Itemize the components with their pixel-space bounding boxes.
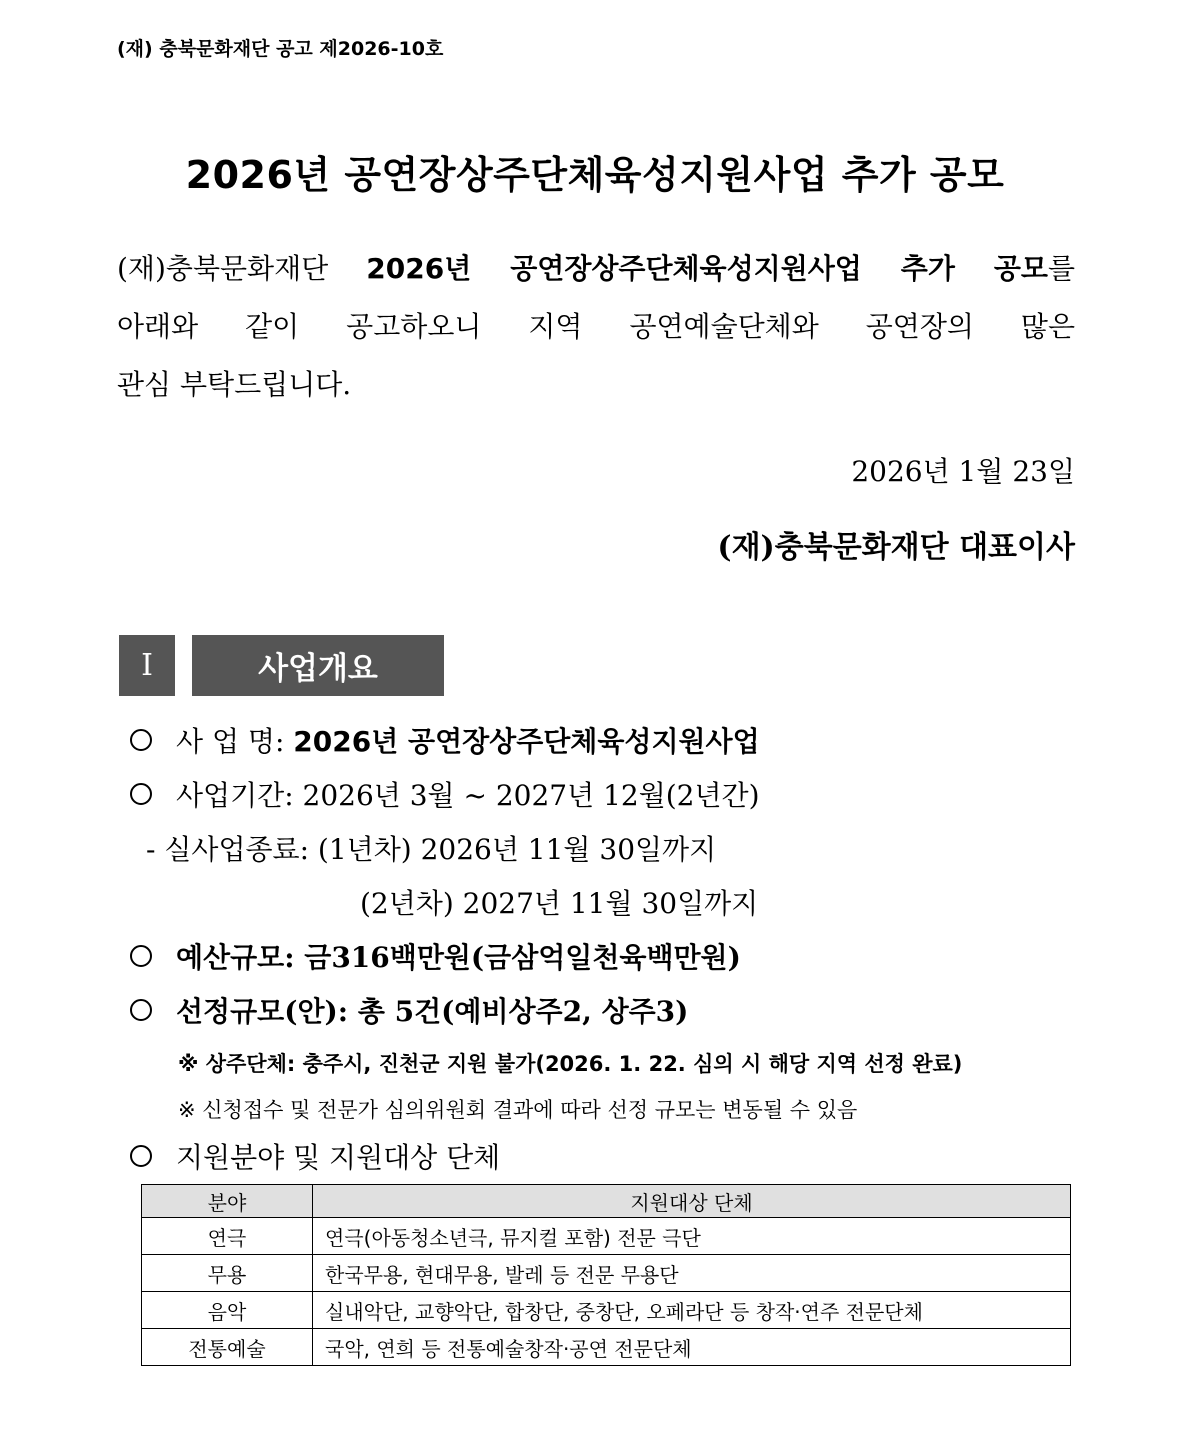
actual-end-1: - 실사업종료: (1년차) 2026년 11월 30일까지: [146, 833, 717, 866]
signature: (재)충북문화재단 대표이사: [717, 530, 1075, 565]
notice-number: (재) 충북문화재단 공고 제2026-10호: [117, 38, 444, 60]
item-budget: [130, 936, 741, 976]
period-text: 사업기간: 2026년 3월 ~ 2027년 12월(2년간): [176, 779, 760, 812]
circle-bullet-icon: [130, 1145, 152, 1167]
intro-line-2: 아래와 같이 공고하오니 지역 공연예술단체와 공연장의 많은: [117, 310, 1075, 343]
intro-line-1-bold: 2026년 공연장상주단체육성지원사업 추가 공모: [366, 252, 1048, 285]
table-cell-field: 연극: [142, 1218, 313, 1255]
fields-heading-text: 지원분야 및 지원대상 단체: [176, 1141, 501, 1174]
selection-text: 선정규모(안): 총 5건(예비상주2, 상주3): [176, 995, 689, 1028]
table-header-target: 지원대상 단체: [313, 1185, 1071, 1218]
note-resident-group: ※ 상주단체: 충주시, 진천군 지원 불가(2026. 1. 22. 심의 시 해당 지역 선정 완료): [178, 1052, 963, 1076]
project-name-value: 2026년 공연장상주단체육성지원사업: [293, 725, 760, 758]
table-row: [142, 1329, 1071, 1366]
intro-paragraph: [117, 244, 1075, 418]
item-period: [130, 774, 760, 814]
support-fields-table: [141, 1184, 1071, 1366]
intro-line-1-prefix: (재)충북문화재단: [117, 252, 367, 285]
item-selection: [130, 990, 688, 1030]
note-selection-change: ※ 신청접수 및 전문가 심의위원회 결과에 따라 선정 규모는 변동될 수 있음: [178, 1098, 858, 1122]
table-cell-target: 연극(아동청소년극, 뮤지컬 포함) 전문 극단: [313, 1218, 1071, 1255]
table-cell-field: 무용: [142, 1255, 313, 1292]
table-cell-target: 국악, 연희 등 전통예술창작·공연 전문단체: [313, 1329, 1071, 1366]
table-row: [142, 1255, 1071, 1292]
intro-line-1: [117, 244, 1075, 302]
section-number: Ⅰ: [119, 635, 175, 696]
circle-bullet-icon: [130, 945, 152, 967]
announcement-date: 2026년 1월 23일: [851, 455, 1075, 488]
table-cell-field: 음악: [142, 1292, 313, 1329]
budget-text: 예산규모: 금316백만원(금삼억일천육백만원): [176, 941, 741, 974]
item-project-name: [130, 720, 760, 760]
table-cell-target: 실내악단, 교향악단, 합창단, 중창단, 오페라단 등 창작·연주 전문단체: [313, 1292, 1071, 1329]
table-row: [142, 1292, 1071, 1329]
item-fields-heading: [130, 1136, 500, 1176]
section-title: 사업개요: [192, 635, 444, 696]
circle-bullet-icon: [130, 783, 152, 805]
intro-line-3: 관심 부탁드립니다.: [117, 368, 352, 401]
table-cell-field: 전통예술: [142, 1329, 313, 1366]
intro-line-1-suffix: 를: [1047, 252, 1075, 285]
table-row: [142, 1218, 1071, 1255]
circle-bullet-icon: [130, 999, 152, 1021]
actual-end-2: (2년차) 2027년 11월 30일까지: [360, 887, 759, 920]
project-name-label: 사 업 명:: [176, 725, 285, 758]
table-cell-target: 한국무용, 현대무용, 발레 등 전문 무용단: [313, 1255, 1071, 1292]
circle-bullet-icon: [130, 729, 152, 751]
table-header-row: [142, 1185, 1071, 1218]
document-title: 2026년 공연장상주단체육성지원사업 추가 공모: [185, 153, 1005, 197]
table-header-field: 분야: [142, 1185, 313, 1218]
